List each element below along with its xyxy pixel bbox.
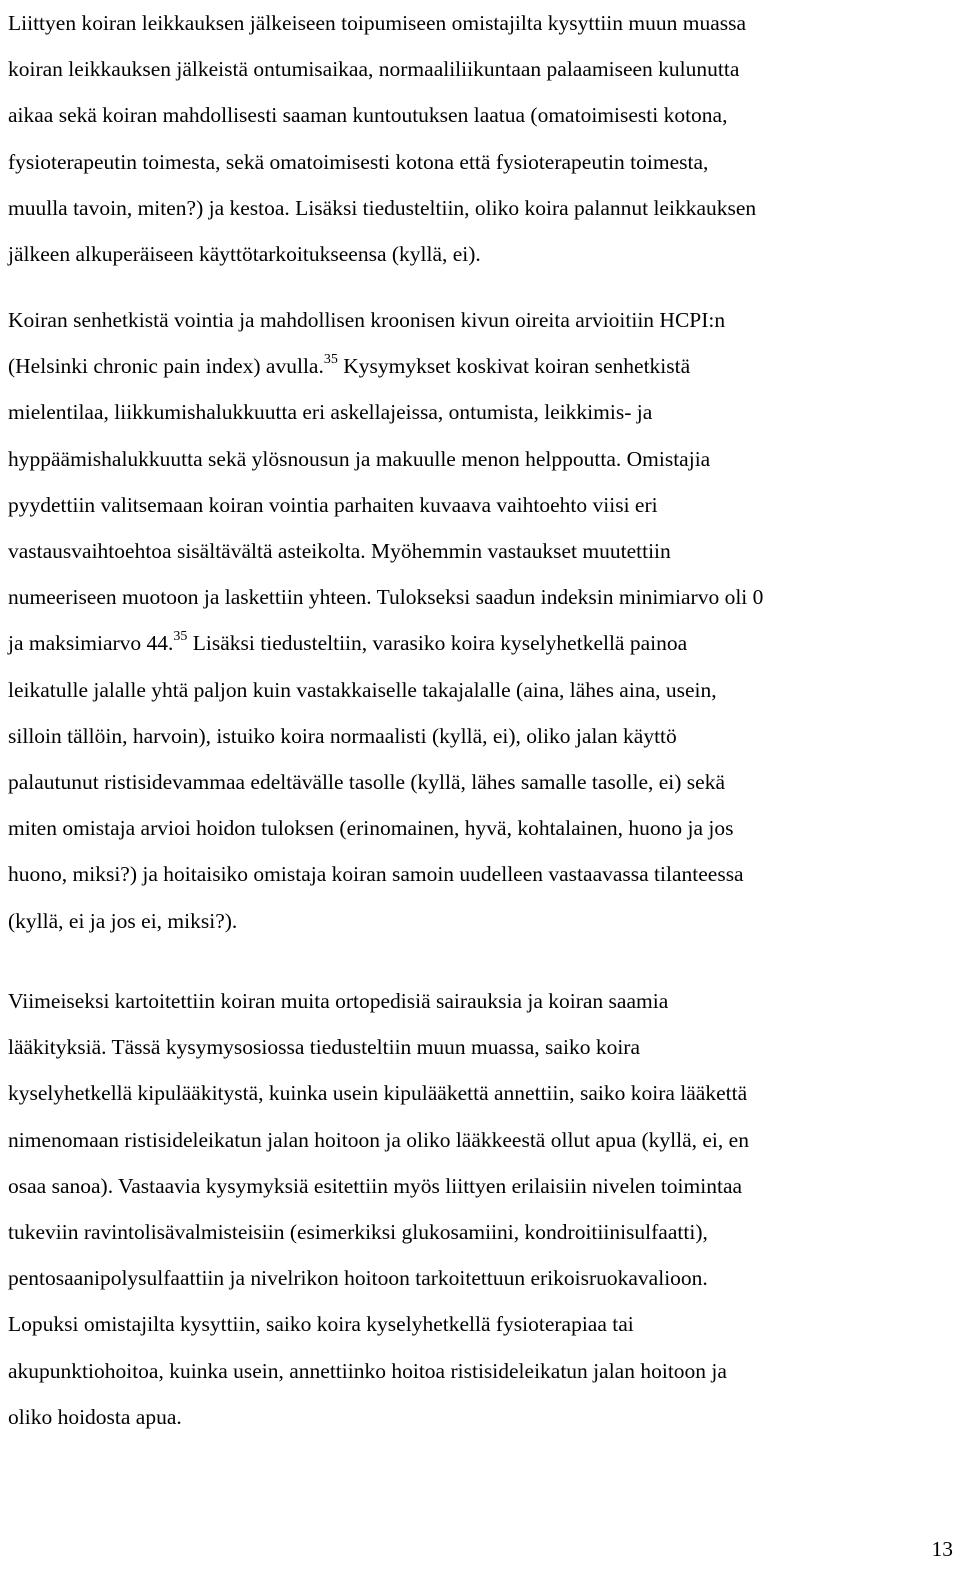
text-line: akupunktiohoitoa, kuinka usein, annettiinko hoitoa ristisideleikatun jalan hoitoon ja — [8, 1358, 727, 1383]
text-line: Lopuksi omistajilta kysyttiin, saiko koira kyselyhetkellä fysioterapiaa tai — [8, 1312, 634, 1337]
text-line: muulla tavoin, miten?) ja kestoa. Lisäksi tiedusteltiin, oliko koira palannut leikkauksen — [8, 195, 757, 220]
citation-superscript: 35 — [323, 352, 338, 368]
text-line: kyselyhetkellä kipulääkitystä, kuinka usein kipulääkettä annettiin, saiko koira lääkettä — [8, 1081, 748, 1106]
text-segment: (Helsinki chronic pain index) avulla. — [8, 354, 324, 379]
text-line — [8, 620, 953, 666]
text-line: fysioterapeutin toimesta, sekä omatoimisesti kotona että fysioterapeutin toimesta, — [8, 149, 709, 174]
text-line: huono, miksi?) ja hoitaisiko omistaja koiran samoin uudelleen vastaavassa tilanteessa — [8, 862, 744, 887]
paragraph-medication-questions — [8, 978, 953, 1440]
text-line: pyydettiin valitsemaan koiran vointia parhaiten kuvaava vaihtoehto viisi eri — [8, 492, 658, 517]
text-line: Viimeiseksi kartoitettiin koiran muita ortopedisiä sairauksia ja koiran saamia — [8, 989, 669, 1013]
citation-superscript: 35 — [173, 629, 188, 645]
text-line: Koiran senhetkistä vointia ja mahdollisen kroonisen kivun oireita arvioitiin HCPI:n — [8, 308, 726, 332]
paragraph-hcpi — [8, 297, 953, 944]
text-line: miten omistaja arvioi hoidon tuloksen (erinomainen, hyvä, kohtalainen, huono ja jos — [8, 816, 734, 841]
text-line: numeeriseen muotoon ja laskettiin yhteen. Tulokseksi saadun indeksin minimiarvo oli 0 — [8, 585, 764, 610]
text-line: lääkityksiä. Tässä kysymysosiossa tiedusteltiin muun muassa, saiko koira — [8, 1035, 640, 1060]
text-line: silloin tällöin, harvoin), istuiko koira normaalisti (kyllä, ei), oliko jalan käyttö — [8, 723, 677, 748]
text-line: tukeviin ravintolisävalmisteisiin (esimerkiksi glukosamiini, kondroitiinisulfaatti), — [8, 1220, 708, 1245]
text-line: (kyllä, ei ja jos ei, miksi?). — [8, 908, 238, 933]
text-line: palautunut ristisidevammaa edeltävälle tasolle (kyllä, lähes samalle tasolle, ei) sekä — [8, 770, 726, 795]
text-line: Liittyen koiran leikkauksen jälkeiseen toipumiseen omistajilta kysyttiin muun muassa — [8, 11, 747, 35]
text-line: osaa sanoa). Vastaavia kysymyksiä esitettiin myös liittyen erilaisiin nivelen toimintaa — [8, 1173, 743, 1198]
text-segment: ja maksimiarvo 44. — [8, 631, 174, 656]
text-line: hyppäämishalukkuutta sekä ylösnousun ja makuulle menon helppoutta. Omistajia — [8, 446, 711, 471]
text-line: aikaa sekä koiran mahdollisesti saaman kuntoutuksen laatua (omatoimisesti kotona, — [8, 103, 728, 128]
text-line: oliko hoidosta apua. — [8, 1404, 182, 1429]
text-line — [8, 343, 953, 389]
text-segment: Lisäksi tiedusteltiin, varasiko koira kyselyhetkellä painoa — [187, 631, 688, 656]
text-line: koiran leikkauksen jälkeistä ontumisaikaa, normaaliliikuntaan palaamiseen kulunutta — [8, 57, 740, 82]
paragraph-recovery-questions — [8, 0, 953, 277]
text-line: nimenomaan ristisideleikatun jalan hoitoon ja oliko lääkkeestä ollut apua (kyllä, ei, en — [8, 1127, 749, 1152]
page-number: 13 — [931, 1537, 953, 1561]
text-line: leikatulle jalalle yhtä paljon kuin vastakkaiselle takajalalle (aina, lähes aina, usein, — [8, 677, 717, 702]
text-line: mielentilaa, liikkumishalukkuutta eri askellajeissa, ontumista, leikkimis- ja — [8, 400, 653, 425]
text-segment: Kysymykset koskivat koiran senhetkistä — [337, 354, 691, 379]
text-line: pentosaanipolysulfaattiin ja nivelrikon hoitoon tarkoitettuun erikoisruokavalioon. — [8, 1266, 708, 1291]
text-line: vastausvaihtoehtoa sisältävältä asteikolta. Myöhemmin vastaukset muutettiin — [8, 539, 671, 564]
text-line: jälkeen alkuperäiseen käyttötarkoitukseensa (kyllä, ei). — [8, 242, 481, 267]
